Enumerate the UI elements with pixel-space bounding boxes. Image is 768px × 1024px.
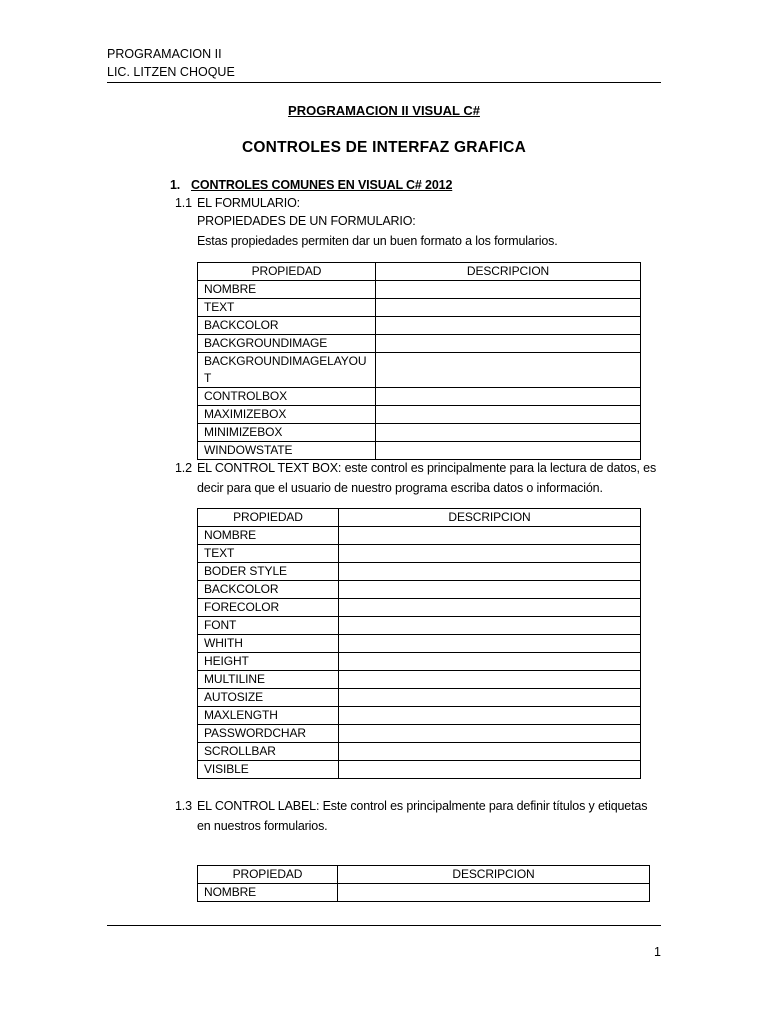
table-row	[198, 617, 641, 635]
header-rule	[107, 82, 661, 83]
subsection-1-1-subtitle: PROPIEDADES DE UN FORMULARIO:	[197, 214, 416, 228]
page-number: 1	[654, 945, 661, 959]
property-name: BACKCOLOR	[198, 317, 376, 335]
main-title: CONTROLES DE INTERFAZ GRAFICA	[242, 139, 526, 156]
table-header-row	[198, 263, 641, 281]
subsection-1-3-line2: en nuestros formularios.	[197, 819, 328, 833]
property-name: TEXT	[198, 545, 339, 563]
description-cell	[339, 563, 641, 581]
table-row	[198, 335, 641, 353]
description-cell	[339, 707, 641, 725]
description-cell	[339, 725, 641, 743]
subsection-1-1-description: Estas propiedades permiten dar un buen formato a los formularios.	[197, 234, 558, 248]
form-properties-table	[197, 262, 641, 460]
property-name: TEXT	[198, 299, 376, 317]
table-row	[198, 281, 641, 299]
table-row	[198, 353, 641, 388]
description-cell	[339, 743, 641, 761]
property-name: BACKCOLOR	[198, 581, 339, 599]
property-name: SCROLLBAR	[198, 743, 339, 761]
table-row	[198, 563, 641, 581]
description-cell	[376, 442, 641, 460]
description-cell	[339, 653, 641, 671]
property-name: FORECOLOR	[198, 599, 339, 617]
description-cell	[376, 317, 641, 335]
property-name: BODER STYLE	[198, 563, 339, 581]
subsection-1-1-title: EL FORMULARIO:	[197, 196, 301, 210]
table-row	[198, 299, 641, 317]
property-name: CONTROLBOX	[198, 388, 376, 406]
table-row	[198, 442, 641, 460]
footer-rule	[107, 925, 661, 926]
description-cell	[339, 527, 641, 545]
property-name: NOMBRE	[198, 281, 376, 299]
property-name: BACKGROUNDIMAGELAYOUT	[198, 353, 376, 388]
property-name: AUTOSIZE	[198, 689, 339, 707]
description-cell	[376, 335, 641, 353]
column-header-property: PROPIEDAD	[198, 866, 338, 884]
table-row	[198, 671, 641, 689]
description-cell	[376, 424, 641, 442]
table-header-row	[198, 866, 650, 884]
property-name: WHITH	[198, 635, 339, 653]
table-row	[198, 761, 641, 779]
table-row	[198, 527, 641, 545]
table-row	[198, 689, 641, 707]
subsection-1-2-number: 1.2	[175, 461, 192, 475]
property-name: NOMBRE	[198, 884, 338, 902]
table-row	[198, 725, 641, 743]
description-cell	[339, 617, 641, 635]
description-cell	[339, 635, 641, 653]
description-cell	[376, 353, 641, 388]
description-cell	[339, 689, 641, 707]
table-row	[198, 599, 641, 617]
table-row	[198, 545, 641, 563]
column-header-property: PROPIEDAD	[198, 263, 376, 281]
table-row	[198, 743, 641, 761]
description-cell	[338, 884, 650, 902]
property-name: WINDOWSTATE	[198, 442, 376, 460]
table-row	[198, 884, 650, 902]
label-properties-table	[197, 865, 650, 902]
column-header-property: PROPIEDAD	[198, 509, 339, 527]
description-cell	[339, 671, 641, 689]
description-cell	[339, 599, 641, 617]
property-name: MULTILINE	[198, 671, 339, 689]
column-header-description: DESCRIPCION	[339, 509, 641, 527]
table-row	[198, 653, 641, 671]
property-name: PASSWORDCHAR	[198, 725, 339, 743]
section-1-number: 1.	[170, 178, 181, 192]
property-name: HEIGHT	[198, 653, 339, 671]
subsection-1-3-number: 1.3	[175, 799, 192, 813]
table-row	[198, 388, 641, 406]
table-row	[198, 406, 641, 424]
description-cell	[376, 299, 641, 317]
property-name: MAXIMIZEBOX	[198, 406, 376, 424]
description-cell	[376, 281, 641, 299]
table-row	[198, 581, 641, 599]
subsection-1-2-line2: decir para que el usuario de nuestro programa escriba datos o información.	[197, 481, 603, 495]
subsection-1-1-number: 1.1	[175, 196, 192, 210]
property-name: MINIMIZEBOX	[198, 424, 376, 442]
description-cell	[376, 406, 641, 424]
table-header-row	[198, 509, 641, 527]
subsection-1-2-line1: EL CONTROL TEXT BOX: este control es principalmente para la lectura de datos, es	[197, 461, 657, 475]
table-row	[198, 707, 641, 725]
table-row	[198, 317, 641, 335]
description-cell	[339, 581, 641, 599]
description-cell	[339, 761, 641, 779]
table-row	[198, 424, 641, 442]
column-header-description: DESCRIPCION	[376, 263, 641, 281]
table-row	[198, 635, 641, 653]
property-name: VISIBLE	[198, 761, 339, 779]
description-cell	[339, 545, 641, 563]
description-cell	[376, 388, 641, 406]
header-teacher: LIC. LITZEN CHOQUE	[107, 65, 235, 79]
column-header-description: DESCRIPCION	[338, 866, 650, 884]
property-name: BACKGROUNDIMAGE	[198, 335, 376, 353]
property-name: MAXLENGTH	[198, 707, 339, 725]
property-name: NOMBRE	[198, 527, 339, 545]
document-title: PROGRAMACION II VISUAL C#	[288, 103, 480, 118]
header-course: PROGRAMACION II	[107, 47, 222, 61]
section-1-title: CONTROLES COMUNES EN VISUAL C# 2012	[191, 178, 453, 192]
property-name: FONT	[198, 617, 339, 635]
textbox-properties-table	[197, 508, 641, 779]
subsection-1-3-line1: EL CONTROL LABEL: Este control es principalmente para definir títulos y etiquetas	[197, 799, 648, 813]
